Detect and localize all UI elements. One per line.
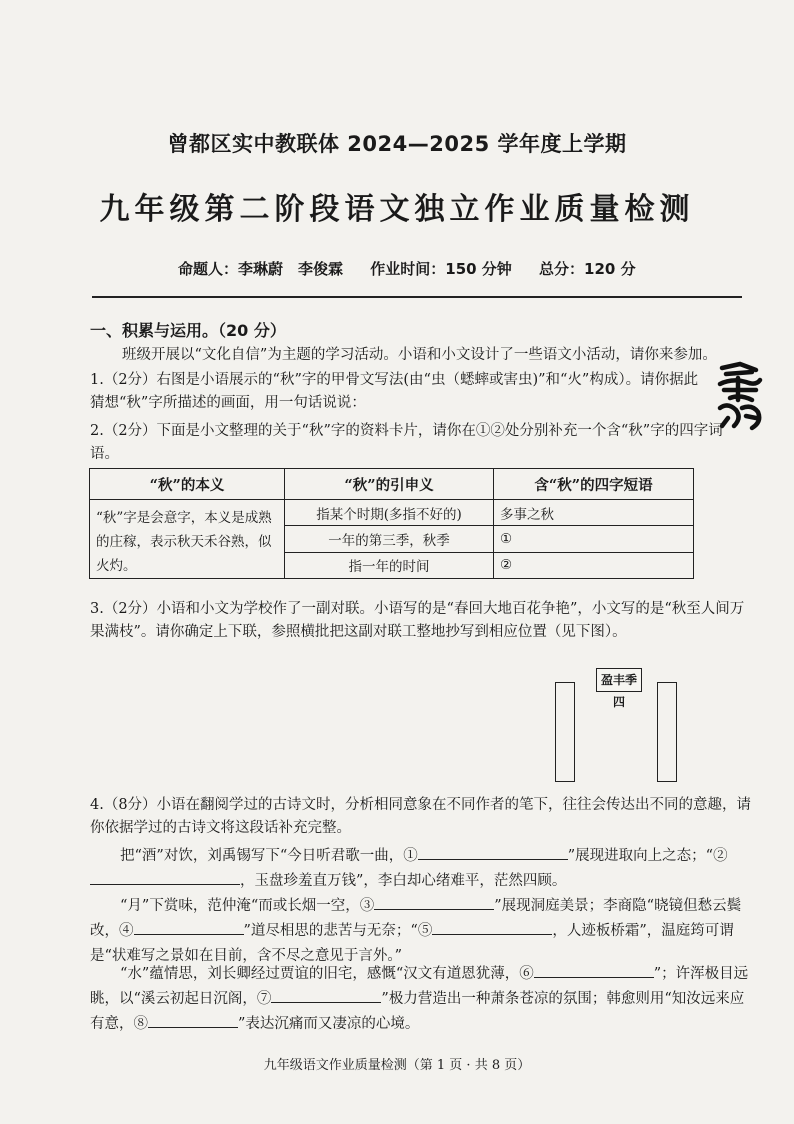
answer-blank-6[interactable] [534,963,654,978]
header-original-meaning: “秋”的本义 [90,469,285,500]
wine-paragraph [90,844,755,894]
qiu-data-card [89,468,694,579]
water-text-b: ”；许浑极目远眺，以“溪云初起日沉阁，⑦ [90,966,749,1007]
moon-text-b: ”展现洞庭美景；李商隐“晓镜但愁云鬓改，④ [90,898,742,939]
answer-blank-5[interactable] [432,920,552,935]
header-divider [92,296,742,298]
water-text-a: “水”蕴情思，刘长卿经过贾谊的旧宅，感慨“汉文有道恩犹薄，⑥ [120,966,534,982]
moon-text-c: ”道尽相思的悲苦与无奈；“⑤ [243,923,433,939]
time-label: 作业时间：150 分钟 [370,260,512,278]
couplet-banner: 盈丰季四 [596,668,642,692]
idiom-cell: 多事之秋 [494,500,694,526]
moon-text-a: “月”下赏味，范仲淹“而或长烟一空，③ [120,898,375,914]
couplet-left-scroll[interactable] [555,682,575,782]
question-1: 1.（2分）右图是小语展示的“秋”字的甲骨文写法(由“虫（蟋蟀或害虫)”和“火”构成）。请你据此猜想“秋”字所描述的画面，用一句话说说： [90,372,699,411]
section-heading: 一、积累与运用。（20 分） [90,321,286,340]
page-footer: 九年级语文作业质量检测（第 1 页 · 共 8 页） [263,1058,531,1073]
author-label: 命题人：李琳蔚 李俊霖 [178,260,344,278]
original-meaning-cell: “秋”字是会意字，本义是成熟的庄稼，表示秋天禾谷熟，似火灼。 [90,500,285,579]
couplet-right-scroll[interactable] [657,682,677,782]
answer-blank-4[interactable] [134,920,244,935]
wine-text-c: ，玉盘珍羞直万钱”，李白却心绪难平，茫然四顾。 [240,873,567,889]
wine-text-a: 把“酒”对饮，刘禹锡写下“今日听君歌一曲，① [120,848,418,864]
exam-title-line1: 曾都区实中教联体 2024—2025 学年度上学期 [167,132,627,156]
score-label: 总分：120 分 [539,260,636,278]
moon-text-d: ，人迹板桥霜”，温庭筠可谓是“状难写之景如在目前，含不尽之意见于言外。” [90,923,734,964]
exam-title-line2: 九年级第二阶段语文独立作业质量检测 [99,192,695,227]
answer-blank-2[interactable] [90,870,240,885]
extended-meaning-cell: 指一年的时间 [285,552,494,578]
water-paragraph [90,962,755,1037]
idiom-blank-1[interactable]: ① [494,526,694,552]
answer-blank-3[interactable] [374,895,494,910]
water-text-d: ”表达沉痛而又凄凉的心境。 [238,1016,420,1032]
header-extended-meaning: “秋”的引申义 [285,469,494,500]
section-intro: 班级开展以“文化自信”为主题的学习活动。小语和小文设计了一些语文小活动，请你来参加。 [122,347,717,363]
header-idiom: 含“秋”的四字短语 [494,469,694,500]
question-4: 4.（8分）小语在翻阅学过的古诗文时，分析相同意象在不同作者的笔下，往往会传达出不同的意趣，请你依据学过的古诗文将这段话补充完整。 [90,797,752,836]
water-text-c: ”极力营造出一种萧条苍凉的氛围；韩愈则用“知汝远来应有意，⑧ [90,991,745,1032]
question-3: 3.（2分）小语和小文为学校作了一副对联。小语写的是“春回大地百花争艳”，小文写的是“秋至人间万果满枝”。请你确定上下联，参照横批把这副对联工整地抄写到相应位置（见下图）。 [90,601,745,640]
idiom-blank-2[interactable]: ② [494,552,694,578]
answer-blank-8[interactable] [148,1013,238,1028]
answer-blank-7[interactable] [271,988,381,1003]
question-2: 2.（2分）下面是小文整理的关于“秋”字的资料卡片，请你在①②处分别补充一个含“秋”字的四字词语。 [90,423,723,462]
exam-meta [178,258,658,279]
answer-blank-1[interactable] [418,845,568,860]
wine-text-b: ”展现进取向上之态；“② [567,848,728,864]
extended-meaning-cell: 一年的第三季，秋季 [285,526,494,552]
moon-paragraph [90,894,755,969]
extended-meaning-cell: 指某个时期(多指不好的) [285,500,494,526]
